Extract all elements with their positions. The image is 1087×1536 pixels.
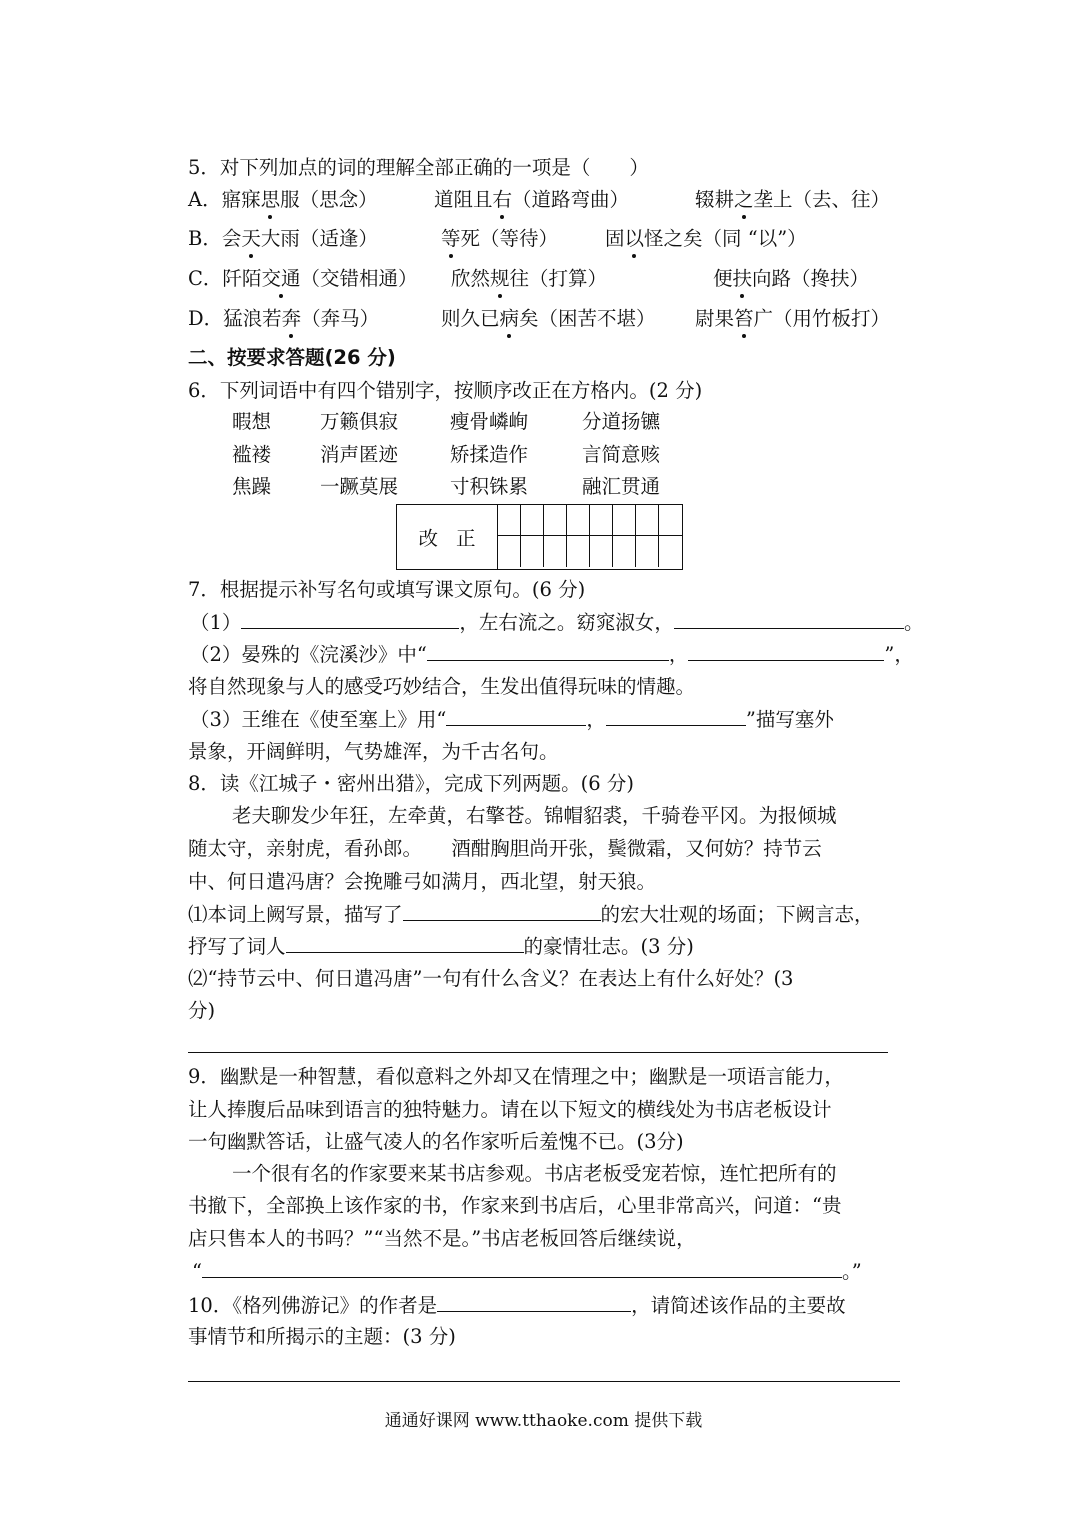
q6-word: 言简意赅	[582, 443, 661, 466]
q5-option-c: C．阡陌交通（交错相通）	[188, 265, 417, 293]
q6-word: 寸积铢累	[450, 475, 529, 498]
answer-blank[interactable]	[688, 640, 884, 661]
q6-stem: 6．下列词语中有四个错别字，按顺序改正在方格内。(2 分)	[188, 379, 703, 402]
answer-blank[interactable]	[446, 705, 586, 726]
q5-option-b-item3: 固以怪之矣（同 “以”）	[605, 225, 807, 253]
answer-blank[interactable]	[202, 1257, 842, 1278]
q9-line: 9．幽默是一种智慧，看似意料之外却又在情理之中；幽默是一项语言能力，	[188, 1065, 844, 1088]
q9-story-line: 一个很有名的作家要来某书店参观。书店老板受宠若惊，连忙把所有的	[232, 1162, 837, 1185]
q5-option-d-item3: 尉果笞广（用竹板打）	[695, 305, 890, 333]
q7-part2: （2）晏殊的《浣溪沙》中“ ， ”，	[190, 640, 914, 669]
q5-option-c-item3: 便扶向路（搀扶）	[713, 265, 869, 293]
q5-option-b: B．会天大雨（适逢）	[188, 225, 378, 253]
q7-part2-cont: 将自然现象与人的感受巧妙结合，生发出值得玩味的情趣。	[188, 675, 696, 698]
q9-story-line: 书撤下，全部换上该作家的书，作家来到书店后，心里非常高兴，问道：“贵	[188, 1194, 842, 1217]
answer-blank[interactable]	[286, 932, 524, 953]
q6-word: 瘦骨嶙峋	[450, 410, 529, 433]
q10-line: 事情节和所揭示的主题：(3 分)	[188, 1325, 456, 1348]
q8-stem: 8．读《江城子・密州出猎》，完成下列两题。(6 分)	[188, 772, 634, 795]
q10-line: 10．《格列佛游记》的作者是 ，请简述该作品的主要故	[188, 1291, 846, 1320]
answer-line[interactable]	[188, 1381, 900, 1382]
answer-blank[interactable]	[241, 608, 459, 629]
q6-word: 一蹶莫展	[320, 475, 399, 498]
q6-word: 矫揉造作	[450, 443, 529, 466]
q7-part1: （1） ，左右流之。窈窕淑女， 。	[190, 608, 923, 637]
page-footer: 通通好课网 www.tthaoke.com 提供下载	[384, 1411, 703, 1431]
answer-blank[interactable]	[437, 1291, 631, 1312]
section-heading: 二、按要求答题(26 分)	[188, 346, 396, 369]
answer-blank[interactable]	[427, 640, 669, 661]
q5-stem: 5．对下列加点的词的理解全部正确的一项是（ ）	[188, 156, 649, 179]
q6-word: 融汇贯通	[582, 475, 661, 498]
q9-answer: “ 。”	[192, 1257, 862, 1286]
q8-sub2-cont: 分)	[188, 999, 216, 1022]
q9-line: 让人捧腹后品味到语言的独特魅力。请在以下短文的横线处为书店老板设计	[188, 1098, 832, 1121]
q5-option-d-item2: 则久已病矣（困苦不堪）	[441, 305, 656, 333]
q8-poem-line: 中、何日遣冯唐？会挽雕弓如满月，西北望，射天狼。	[188, 870, 657, 893]
q5-option-a-item2: 道阻且右（道路弯曲）	[434, 186, 629, 214]
q6-word: 焦躁	[232, 475, 272, 498]
q8-sub1: ⑴本词上阙写景，描写了 的宏大壮观的场面；下阙言志，	[188, 900, 874, 929]
q8-sub2: ⑵“持节云中、何日遣冯唐”一句有什么含义？在表达上有什么好处？(3	[188, 967, 794, 990]
answer-blank[interactable]	[606, 705, 746, 726]
q5-option-b-item2: 等死（等待）	[441, 225, 558, 253]
q8-sub1-cont: 抒写了词人 的豪情壮志。(3 分)	[188, 932, 694, 961]
q6-word: 分道扬镳	[582, 410, 661, 433]
correction-label: 改正	[397, 505, 498, 569]
q5-option-d: D．猛浪若奔（奔马）	[188, 305, 379, 333]
q5-option-c-item2: 欣然规往（打算）	[451, 265, 607, 293]
q8-poem-line: 随太守，亲射虎，看孙郎。 酒酣胸胆尚开张，鬓微霜，又何妨？持节云	[188, 837, 822, 860]
q9-line: 一句幽默答话，让盛气凌人的名作家听后羞愧不已。(3分)	[188, 1130, 684, 1153]
answer-blank[interactable]	[403, 900, 601, 921]
q6-word: 万籁俱寂	[320, 410, 399, 433]
q6-word: 暇想	[232, 410, 272, 433]
q7-part3-cont: 景象，开阔鲜明，气势雄浑，为千古名句。	[188, 740, 559, 763]
answer-blank[interactable]	[674, 608, 904, 629]
q6-word: 消声匿迹	[320, 443, 399, 466]
q7-stem: 7．根据提示补写名句或填写课文原句。(6 分)	[188, 578, 586, 601]
q5-option-a: A．寤寐思服（思念）	[188, 186, 378, 214]
q5-option-a-item3: 辍耕之垄上（去、往）	[695, 186, 890, 214]
correction-grid	[396, 504, 683, 570]
q6-word: 褴褛	[232, 443, 272, 466]
q8-poem-line: 老夫聊发少年狂，左牵黄，右擎苍。锦帽貂裘，千骑卷平冈。为报倾城	[232, 804, 837, 827]
q9-story-line: 店只售本人的书吗？”“当然不是。”书店老板回答后继续说，	[188, 1227, 696, 1250]
answer-line[interactable]	[188, 1052, 888, 1053]
correction-cells[interactable]	[498, 505, 682, 569]
q7-part3: （3）王维在《使至塞上》用“ ， ”描写塞外	[190, 705, 834, 734]
